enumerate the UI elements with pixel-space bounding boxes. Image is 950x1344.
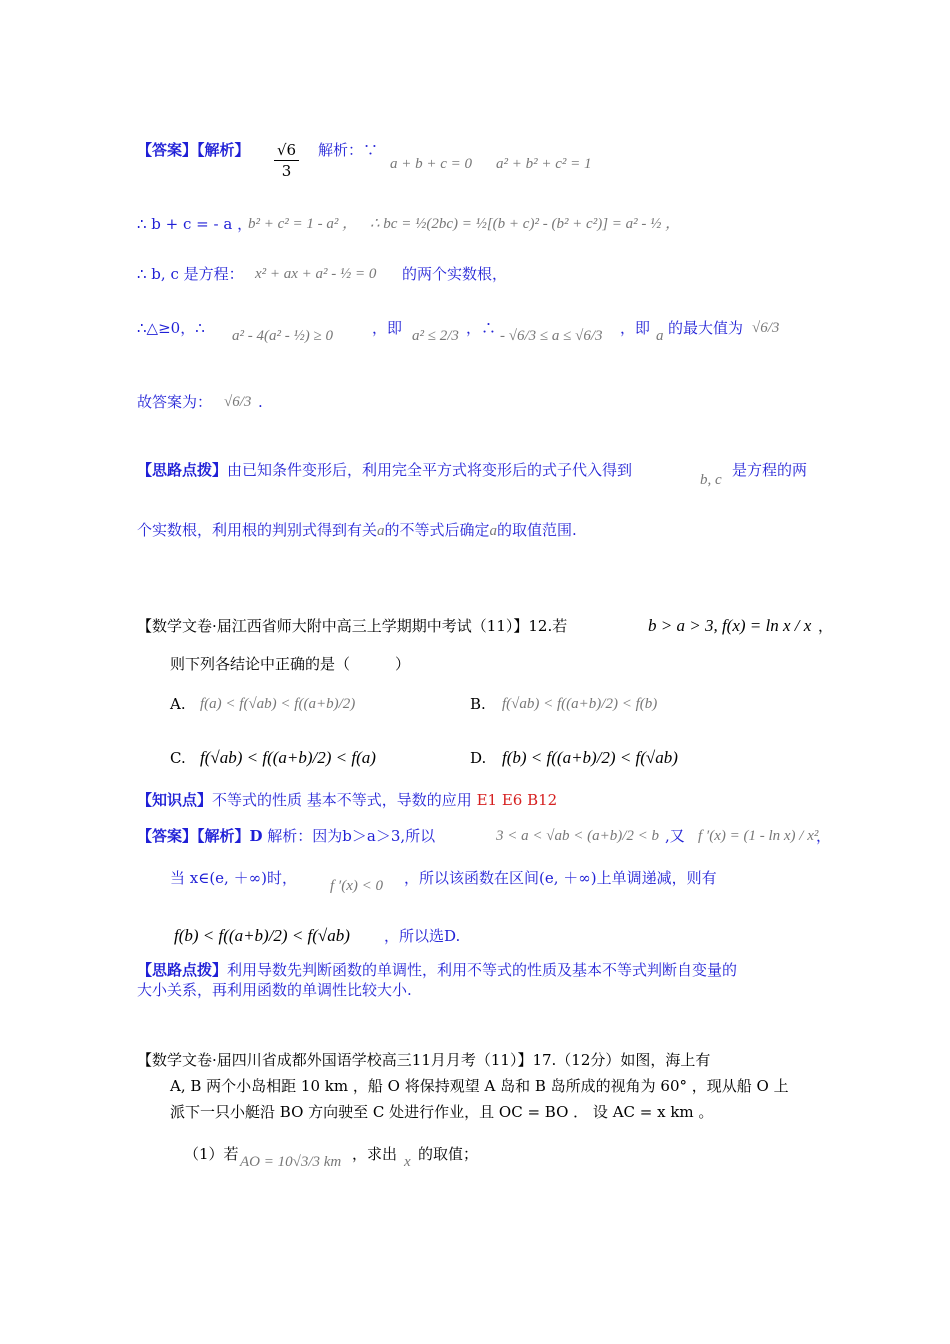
tip-text2: 是方程的两: [732, 461, 808, 479]
block1-line2a: ∴ b + c = - a ，: [137, 215, 253, 233]
analysis-label: 解析：∵: [318, 141, 379, 159]
option-a-label: A.: [170, 695, 186, 713]
analysis-tag: 【解析】: [197, 141, 250, 159]
problem12-header: [137, 616, 567, 636]
problem12-inequality: 3 < a < √ab < (a+b)/2 < b: [496, 828, 660, 844]
block1-line3a: ∴ b, c 是方程：: [137, 265, 244, 283]
block1-equation: x² + ax + a² - ½ = 0: [255, 266, 377, 282]
tip-tag: 【思路点拨】: [137, 461, 228, 479]
answer-tag: 【答案】: [137, 141, 198, 159]
block1-line4d: ，∴: [466, 319, 497, 337]
tip-text5: 的取值范围.: [497, 521, 577, 539]
problem17-q1-var: x: [404, 1154, 411, 1170]
block1-line4f: ，即: [620, 319, 651, 337]
tip-var-a: a: [377, 523, 385, 539]
condition-1: a + b + c = 0: [390, 156, 473, 172]
problem17-line3: 派下一只小艇沿 BO 方向驶至 C 处进行作业，且 OC = BO ． 设 AC = x km 。: [170, 1103, 714, 1121]
problem12-tip-text2: 大小关系，再利用函数的单调性比较大小.: [137, 981, 412, 999]
tip-text3: 个实数根，利用根的判别式得到有关: [137, 521, 378, 539]
problem12-question: 则下列各结论中正确的是（ ）: [170, 655, 411, 673]
problem12-stem-end: ，: [818, 617, 834, 635]
discriminant: a² - 4(a² - ½) ≥ 0: [232, 328, 333, 344]
problem12-answer-tag: 【答案】【解析】D: [137, 827, 263, 845]
problem12-answer-text4: 当 x∈(e, ＋∞)时，: [170, 869, 297, 887]
a-range: - √6/3 ≤ a ≤ √6/3: [500, 328, 603, 344]
problem12-tip-text1: 利用导数先判断函数的单调性，利用不等式的性质及基本不等式判断自变量的: [227, 961, 738, 979]
problem12-answer-text1: 解析：因为b＞a＞3,所以: [267, 827, 436, 845]
knowledge-text: 不等式的性质 基本不等式，导数的应用: [212, 791, 472, 809]
problem17-q1-equation: AO = 10√3/3 km: [240, 1154, 342, 1170]
problem12-tip-line1: [137, 960, 737, 980]
problem12-answer-text5: ，所以该函数在区间(e, ＋∞)上单调递减，则有: [404, 869, 717, 887]
problem12-tip-tag: 【思路点拨】: [137, 961, 228, 979]
option-c-label: C.: [170, 749, 186, 767]
answer-fraction: [272, 140, 301, 181]
condition-2: a² + b² + c² = 1: [496, 156, 592, 172]
option-b-label: B.: [470, 695, 486, 713]
tip-text1: 由已知条件变形后，利用完全平方式将变形后的式子代入得到: [227, 461, 633, 479]
problem12-answer-line: [137, 826, 435, 846]
problem17-q1-a: （1）若: [184, 1145, 239, 1163]
tip-var-bc: b, c: [700, 472, 722, 488]
problem12-answer-text3: ，: [816, 827, 832, 845]
max-value: √6/3: [752, 320, 780, 336]
tip-line1: [137, 460, 632, 480]
final-answer-end: .: [258, 393, 263, 411]
knowledge-tag: 【知识点】: [137, 791, 213, 809]
var-a: a: [656, 328, 664, 344]
problem12-answer-text6: ，所以选D.: [384, 927, 461, 945]
problem12-answer-text2: ,又: [665, 827, 685, 845]
a-squared-bound: a² ≤ 2/3: [412, 328, 459, 344]
problem12-result: f(b) < f((a+b)/2) < f(√ab): [174, 926, 350, 945]
tip-text4: 的不等式后确定: [384, 521, 490, 539]
tip-var-a2: a: [489, 523, 498, 539]
problem12-condition: b > a > 3, f(x) = ln x / x: [648, 616, 812, 635]
block1-line4h: 的最大值为: [668, 319, 744, 337]
problem12-stem: 若: [552, 617, 568, 635]
problem12-derivative: f ′(x) = (1 - ln x) / x²: [698, 828, 819, 844]
final-answer-value: √6/3: [224, 394, 252, 410]
block1-line2b: b² + c² = 1 - a² ，: [248, 216, 358, 232]
problem12-derivative-sign: f ′(x) < 0: [330, 878, 383, 894]
problem17-q1-b: ，求出: [352, 1145, 398, 1163]
answer-denominator: 3: [281, 162, 292, 180]
problem17-q1-c: 的取值；: [418, 1145, 479, 1163]
tip-line2: [137, 520, 577, 541]
block1-line4b: ，即: [372, 319, 403, 337]
final-answer-label: 故答案为：: [137, 393, 213, 411]
knowledge-codes: E1 E6 B12: [476, 791, 558, 809]
knowledge-point: [137, 790, 557, 810]
block1-line2c: ∴ bc = ½(2bc) = ½[(b + c)² - (b² + c²)] = a² - ½ ，: [370, 216, 681, 232]
answer-numerator: √6: [274, 140, 299, 161]
option-a: f(a) < f(√ab) < f((a+b)/2): [200, 696, 356, 712]
option-d: f(b) < f((a+b)/2) < f(√ab): [502, 748, 678, 767]
problem12-source: 【数学文卷·届江西省师大附中高三上学期期中考试（11）】12.: [137, 617, 553, 635]
block1-line4a: ∴△≥0，∴: [137, 319, 205, 337]
option-d-label: D.: [470, 749, 487, 767]
block1-line3b: 的两个实数根，: [402, 265, 508, 283]
option-b: f(√ab) < f((a+b)/2) < f(b): [502, 696, 658, 712]
problem17-line2: A, B 两个小岛相距 10 km ，船 O 将保持观望 A 岛和 B 岛所成的视角为 60° ，现从船 O 上: [170, 1077, 789, 1095]
option-c: f(√ab) < f((a+b)/2) < f(a): [200, 748, 376, 767]
problem17-source: 【数学文卷·届四川省成都外国语学校高三11月月考（11）】17.（12分）如图，海上有: [137, 1051, 711, 1069]
block1-line1: [137, 140, 250, 160]
